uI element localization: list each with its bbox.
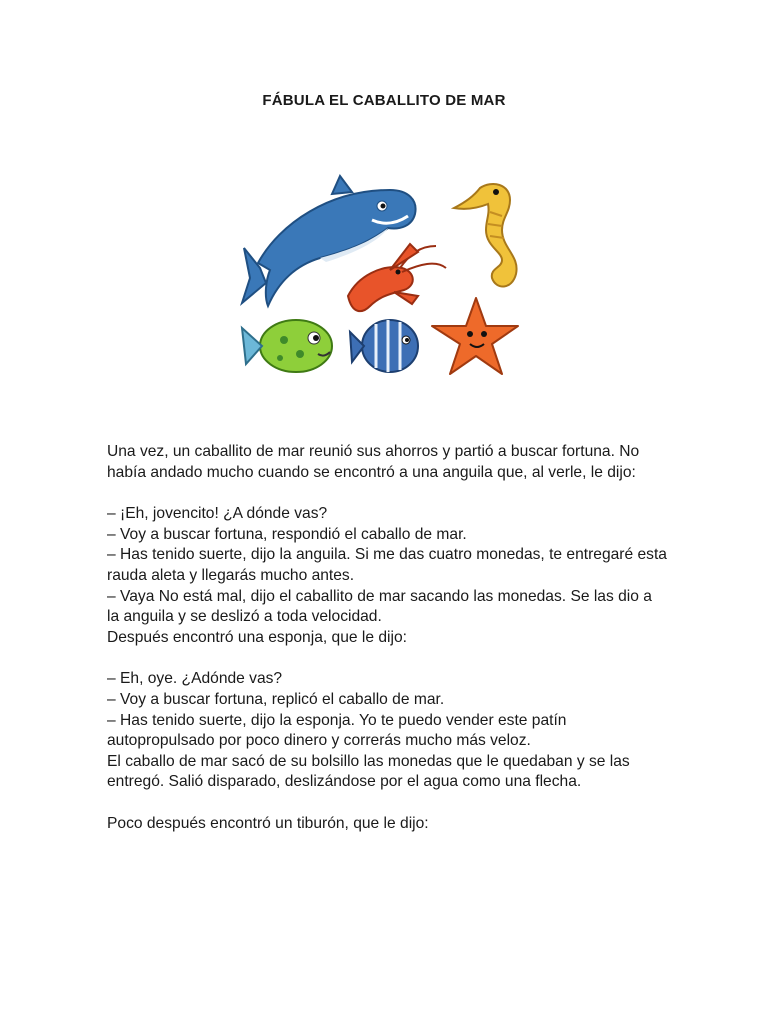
paragraph: El caballo de mar sacó de su bolsillo las monedas que le quedaban y se las entregó. Salió disparado, deslizándose por el agua como una flecha. [107, 752, 630, 791]
striped-fish-icon [350, 320, 418, 372]
dialogue-line: – ¡Eh, jovencito! ¿A dónde vas? [107, 505, 328, 523]
starfish-icon [432, 298, 518, 374]
sea-animals-illustration [240, 168, 530, 383]
dialogue-line: – Eh, oye. ¿Adónde vas? [107, 670, 283, 688]
paragraph: Después encontró una esponja, que le dijo: [107, 628, 407, 646]
dialogue-line: – Has tenido suerte, dijo la anguila. Si me das cuatro monedas, te entregaré esta rauda aleta y llegarás mucho antes. [107, 546, 667, 584]
dialogue-line: – Has tenido suerte, dijo la esponja. Yo te puedo vender este patín autopropulsado por poco dinero y correrás mucho más veloz. [107, 711, 567, 750]
shrimp-icon [348, 244, 446, 311]
dialogue-line: – Voy a buscar fortuna, respondió el caballo de mar. [107, 525, 467, 543]
dialogue-line: – Voy a buscar fortuna, replicó el caballo de mar. [107, 690, 445, 708]
seahorse-icon [454, 184, 517, 287]
paragraph: Poco después encontró un tiburón, que le dijo: [107, 814, 429, 832]
green-fish-icon [242, 320, 332, 372]
story-text [107, 442, 667, 835]
page-title: FÁBULA EL CABALLITO DE MAR [262, 92, 506, 109]
dialogue-line: – Vaya No está mal, dijo el caballito de mar sacando las monedas. Se las dio a la anguila y se deslizó a toda velocidad. [107, 587, 652, 626]
paragraph: Una vez, un caballito de mar reunió sus ahorros y partió a buscar fortuna. No había andado mucho cuando se encontró a una anguila que, al verle, le dijo: [107, 443, 640, 481]
